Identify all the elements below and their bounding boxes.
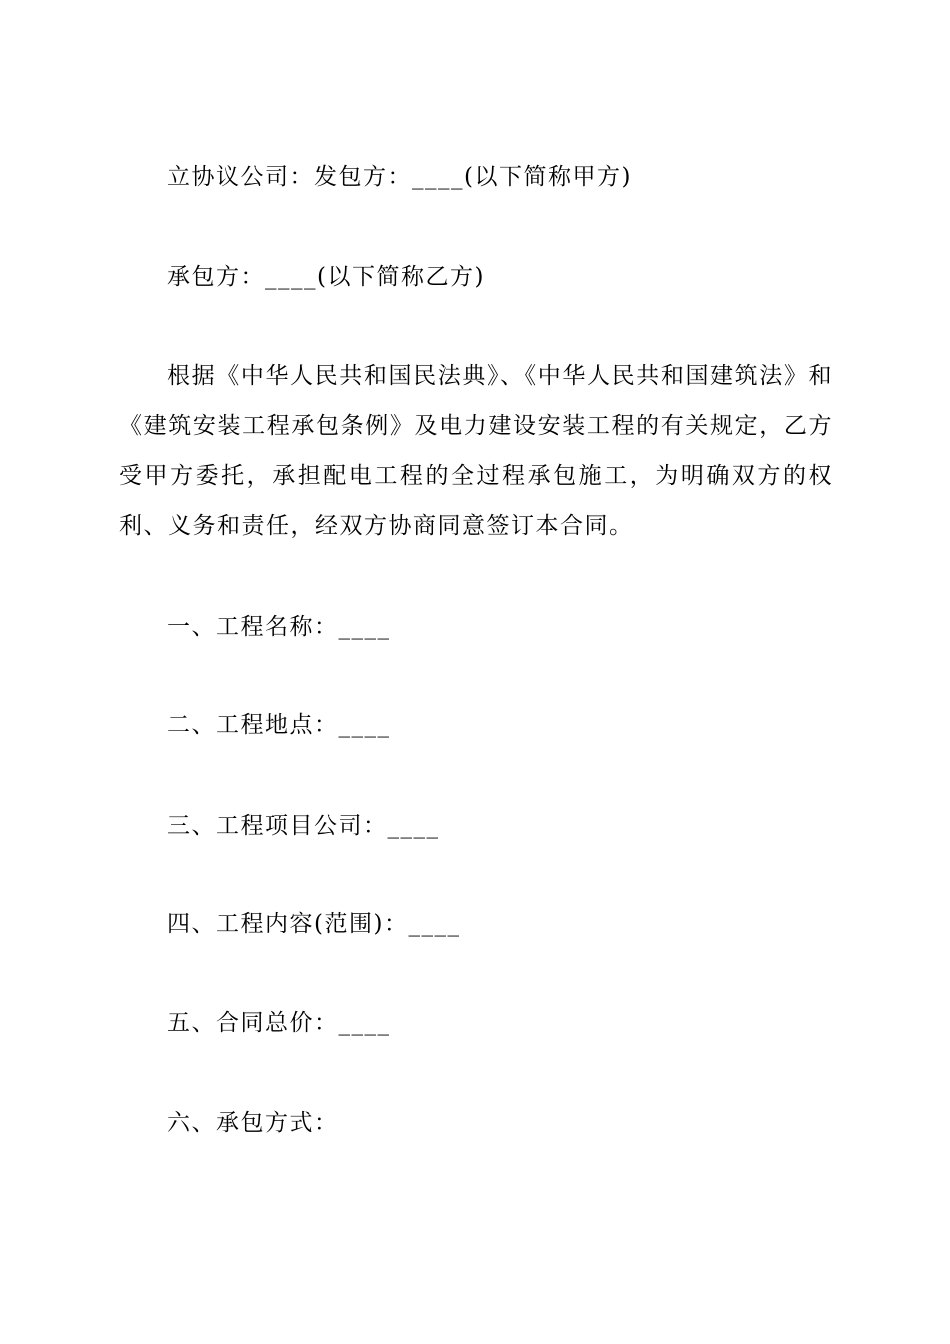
item-project-name: 一、工程名称：____ xyxy=(167,614,391,640)
item-project-scope: 四、工程内容(范围)：____ xyxy=(167,911,461,937)
party-b-line: 承包方：____(以下简称乙方) xyxy=(167,264,485,290)
item-contract-method: 六、承包方式： xyxy=(167,1110,339,1136)
party-a-line: 立协议公司：发包方：____(以下简称甲方) xyxy=(167,164,632,190)
preamble-paragraph: 根据《中华人民共和国民法典》、《中华人民共和国建筑法》和《建筑安装工程承包条例》及电力建设安装工程的有关规定，乙方受甲方委托，承担配电工程的全过程承包施工，为明确双方的权利、义务和责任，经双方协商同意签订本合同。 xyxy=(119,363,833,539)
item-project-company: 三、工程项目公司：____ xyxy=(167,813,440,839)
item-project-location: 二、工程地点：____ xyxy=(167,712,391,738)
item-contract-price: 五、合同总价：____ xyxy=(167,1010,391,1036)
